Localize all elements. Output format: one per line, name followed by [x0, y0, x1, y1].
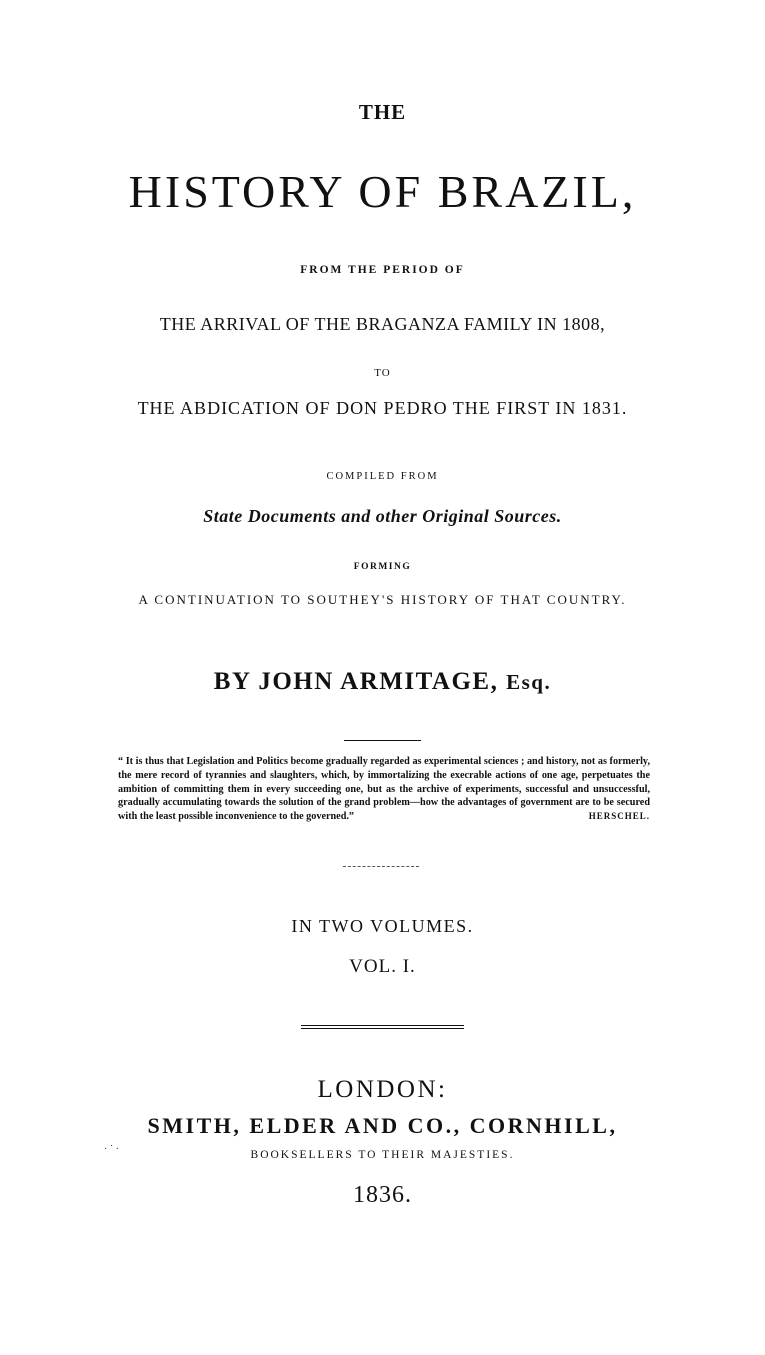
ink-specks: · ˙ · [104, 1144, 119, 1155]
epigraph-attribution: HERSCHEL. [588, 811, 650, 822]
epigraph-text: “ It is thus that Legislation and Politics become gradually regarded as experimental sciences ; and history, not as formerly, the mere record of tyrannies and slaughters, which, by immortalizing the execrable actions of one age, perpetuates the ambition of committing them in every succeeding one, but as the archive of experiments, successful and unsuccessful, gradually accumulating towards the solution of the grand problem—how the advantages of government are to be secured with the least possible inconvenience to the governed.” [118, 756, 650, 823]
to-line: TO [374, 367, 391, 379]
compiled-from-line: COMPILED FROM [326, 471, 439, 482]
double-rule [301, 1025, 464, 1026]
from-period-line: FROM THE PERIOD OF [300, 264, 465, 276]
author-suffix: Esq. [506, 670, 552, 694]
sources-line: State Documents and other Original Sources. [203, 506, 562, 526]
divider-rule [343, 866, 419, 867]
forming-line: FORMING [353, 562, 412, 572]
epigraph [118, 755, 650, 824]
imprint-publisher: SMITH, ELDER AND CO., CORNHILL, [147, 1113, 618, 1138]
imprint-booksellers: BOOKSELLERS TO THEIR MAJESTIES. [250, 1149, 515, 1161]
author-line [0, 668, 765, 696]
imprint-city: LONDON: [317, 1076, 448, 1103]
abdication-line: THE ABDICATION OF DON PEDRO THE FIRST IN 1831. [137, 398, 628, 418]
arrival-line: THE ARRIVAL OF THE BRAGANZA FAMILY IN 1808, [159, 314, 606, 334]
double-rule [301, 1028, 464, 1029]
volume-number: VOL. I. [349, 956, 416, 977]
divider-rule [344, 740, 421, 741]
author-name: BY JOHN ARMITAGE, [213, 668, 499, 695]
imprint-year: 1836. [353, 1182, 412, 1208]
volumes-line: IN TWO VOLUMES. [291, 916, 474, 936]
title-prefix: THE [358, 100, 407, 124]
book-title: HISTORY OF BRAZIL, [128, 166, 637, 217]
continuation-line: A CONTINUATION TO SOUTHEY'S HISTORY OF THAT COUNTRY. [138, 592, 627, 607]
